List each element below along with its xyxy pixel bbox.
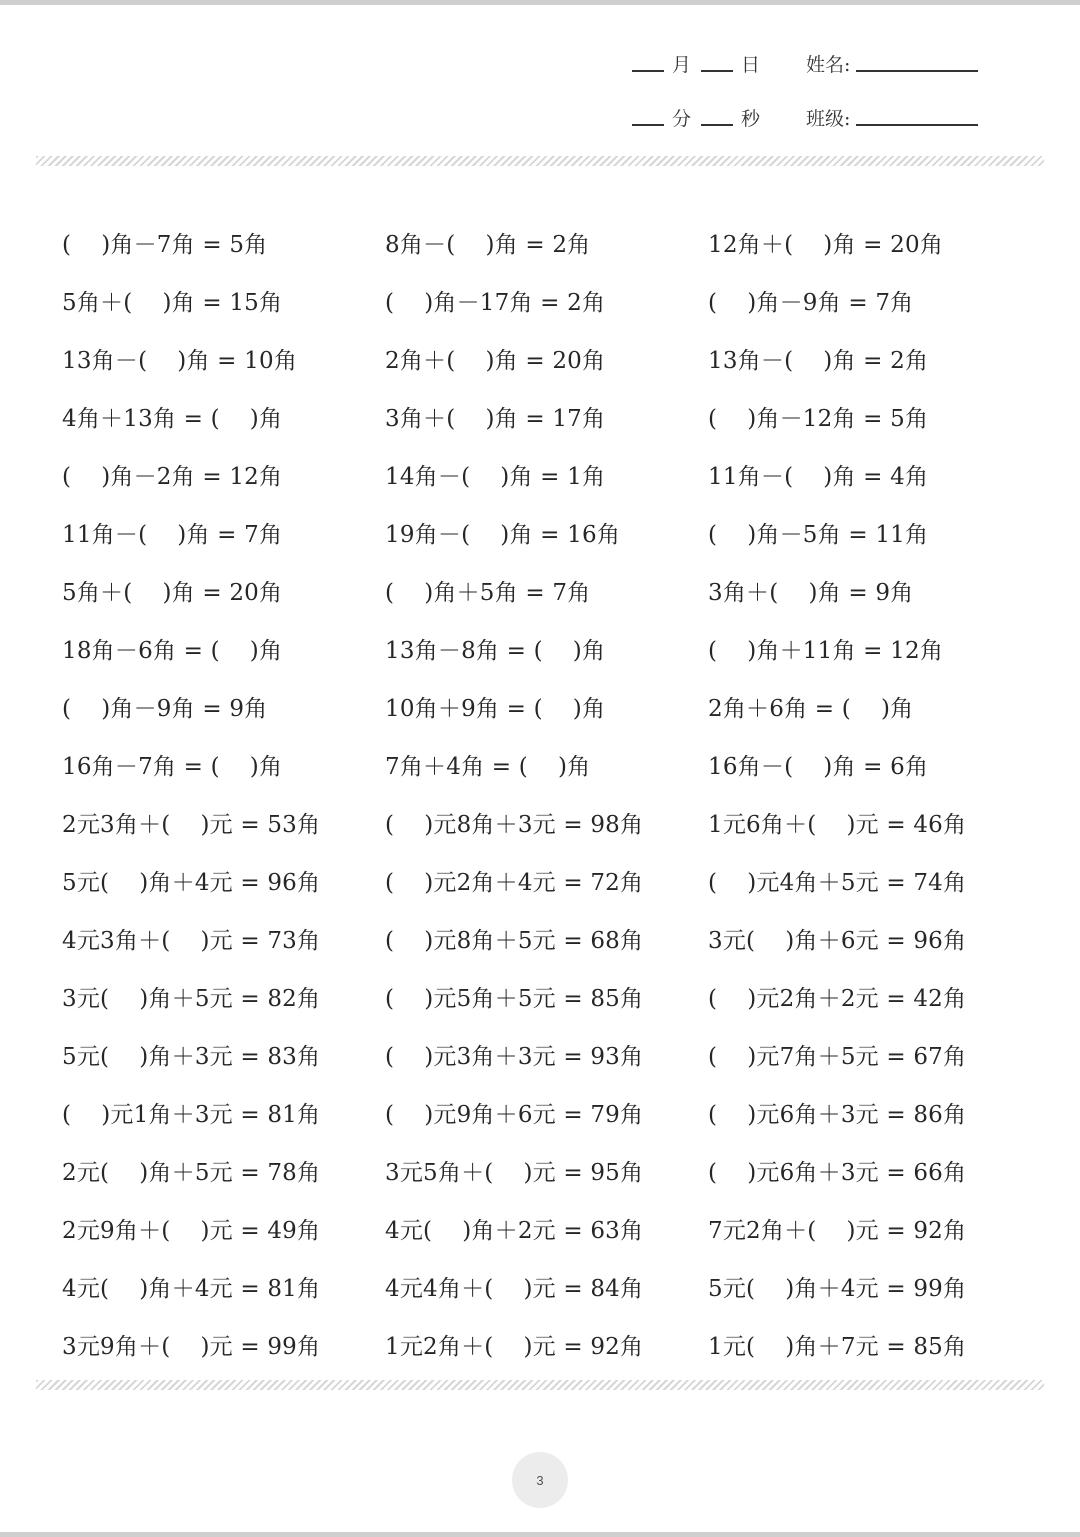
- day-blank[interactable]: [701, 54, 733, 72]
- problem-item: ( )角－17角 = 2角: [385, 289, 606, 316]
- problem-item: 5元( )角＋3元 = 83角: [62, 1043, 321, 1070]
- problem-row: [62, 909, 1042, 967]
- problem-item: ( )元5角＋5元 = 85角: [385, 985, 644, 1012]
- problem-item: ( )角－5角 = 11角: [708, 521, 929, 548]
- problem-row: [62, 561, 1042, 619]
- problem-item: 2角＋6角 = ( )角: [708, 695, 914, 722]
- problem-item: 3角＋( )角 = 9角: [708, 579, 914, 606]
- problem-item: 1元2角＋( )元 = 92角: [385, 1333, 644, 1360]
- problem-item: 16角－7角 = ( )角: [62, 753, 283, 780]
- problem-item: 13角－( )角 = 10角: [62, 347, 298, 374]
- problem-row: [62, 1083, 1042, 1141]
- problem-row: [62, 1025, 1042, 1083]
- problem-item: ( )元9角＋6元 = 79角: [385, 1101, 644, 1128]
- problem-row: [62, 677, 1042, 735]
- problem-item: ( )角－2角 = 12角: [62, 463, 283, 490]
- problem-item: ( )元2角＋4元 = 72角: [385, 869, 644, 896]
- problem-item: ( )角＋11角 = 12角: [708, 637, 944, 664]
- problem-item: ( )角－12角 = 5角: [708, 405, 929, 432]
- problem-item: 10角＋9角 = ( )角: [385, 695, 606, 722]
- problem-item: ( )元8角＋3元 = 98角: [385, 811, 644, 838]
- problem-item: 12角＋( )角 = 20角: [708, 231, 944, 258]
- problem-row: [62, 1315, 1042, 1373]
- problem-item: 13角－( )角 = 2角: [708, 347, 929, 374]
- problem-item: 3元9角＋( )元 = 99角: [62, 1333, 321, 1360]
- name-blank[interactable]: [856, 54, 978, 72]
- problem-item: 4元3角＋( )元 = 73角: [62, 927, 321, 954]
- problem-item: 16角－( )角 = 6角: [708, 753, 929, 780]
- bottom-divider: [36, 1380, 1044, 1390]
- problem-item: ( )元4角＋5元 = 74角: [708, 869, 967, 896]
- problem-row: [62, 1257, 1042, 1315]
- problem-item: ( )角－7角 = 5角: [62, 231, 268, 258]
- problem-row: [62, 967, 1042, 1025]
- problem-item: 2元3角＋( )元 = 53角: [62, 811, 321, 838]
- problem-item: 5角＋( )角 = 20角: [62, 579, 283, 606]
- problem-item: 4元( )角＋2元 = 63角: [385, 1217, 644, 1244]
- problem-item: 5元( )角＋4元 = 96角: [62, 869, 321, 896]
- problem-row: [62, 329, 1042, 387]
- problem-item: 2角＋( )角 = 20角: [385, 347, 606, 374]
- problem-item: 4角＋13角 = ( )角: [62, 405, 283, 432]
- problem-item: 4元4角＋( )元 = 84角: [385, 1275, 644, 1302]
- top-border: [0, 0, 1080, 5]
- problem-item: 2元9角＋( )元 = 49角: [62, 1217, 321, 1244]
- top-divider: [36, 156, 1044, 166]
- problem-item: ( )元2角＋2元 = 42角: [708, 985, 967, 1012]
- problem-item: ( )角－9角 = 7角: [708, 289, 914, 316]
- problem-row: [62, 503, 1042, 561]
- problem-item: ( )元1角＋3元 = 81角: [62, 1101, 321, 1128]
- name-label: 姓名:: [806, 53, 851, 76]
- problem-item: 19角－( )角 = 16角: [385, 521, 621, 548]
- problem-row: [62, 213, 1042, 271]
- problem-item: 3元( )角＋5元 = 82角: [62, 985, 321, 1012]
- problem-row: [62, 619, 1042, 677]
- class-label: 班级:: [806, 107, 851, 130]
- time-class-row: [632, 102, 978, 132]
- problem-item: 5角＋( )角 = 15角: [62, 289, 283, 316]
- problem-item: ( )元8角＋5元 = 68角: [385, 927, 644, 954]
- problem-row: [62, 1141, 1042, 1199]
- second-blank[interactable]: [701, 108, 733, 126]
- problem-item: 3角＋( )角 = 17角: [385, 405, 606, 432]
- problem-item: 13角－8角 = ( )角: [385, 637, 606, 664]
- problem-item: 4元( )角＋4元 = 81角: [62, 1275, 321, 1302]
- problem-item: 5元( )角＋4元 = 99角: [708, 1275, 967, 1302]
- problem-row: [62, 387, 1042, 445]
- problem-item: ( )角＋5角 = 7角: [385, 579, 591, 606]
- problem-item: 8角－( )角 = 2角: [385, 231, 591, 258]
- class-blank[interactable]: [856, 108, 978, 126]
- problem-item: ( )元7角＋5元 = 67角: [708, 1043, 967, 1070]
- minute-label: 分: [672, 107, 692, 130]
- problem-row: [62, 851, 1042, 909]
- problem-item: 3元5角＋( )元 = 95角: [385, 1159, 644, 1186]
- problem-item: ( )元6角＋3元 = 66角: [708, 1159, 967, 1186]
- problem-item: 1元6角＋( )元 = 46角: [708, 811, 967, 838]
- problem-grid: [62, 213, 1042, 1373]
- problem-row: [62, 735, 1042, 793]
- problem-row: [62, 1199, 1042, 1257]
- month-blank[interactable]: [632, 54, 664, 72]
- problem-item: 7角＋4角 = ( )角: [385, 753, 591, 780]
- problem-item: 7元2角＋( )元 = 92角: [708, 1217, 967, 1244]
- problem-item: 3元( )角＋6元 = 96角: [708, 927, 967, 954]
- problem-item: 11角－( )角 = 7角: [62, 521, 283, 548]
- day-label: 日: [741, 53, 761, 76]
- problem-row: [62, 793, 1042, 851]
- date-name-row: [632, 48, 978, 78]
- bottom-border: [0, 1532, 1080, 1537]
- problem-item: ( )元3角＋3元 = 93角: [385, 1043, 644, 1070]
- problem-row: [62, 271, 1042, 329]
- problem-item: ( )角－9角 = 9角: [62, 695, 268, 722]
- problem-item: 18角－6角 = ( )角: [62, 637, 283, 664]
- problem-item: 1元( )角＋7元 = 85角: [708, 1333, 967, 1360]
- problem-item: 11角－( )角 = 4角: [708, 463, 929, 490]
- problem-row: [62, 445, 1042, 503]
- problem-item: 2元( )角＋5元 = 78角: [62, 1159, 321, 1186]
- minute-blank[interactable]: [632, 108, 664, 126]
- second-label: 秒: [741, 107, 761, 130]
- problem-item: 14角－( )角 = 1角: [385, 463, 606, 490]
- page-number: 3: [512, 1452, 568, 1508]
- problem-item: ( )元6角＋3元 = 86角: [708, 1101, 967, 1128]
- month-label: 月: [672, 53, 692, 76]
